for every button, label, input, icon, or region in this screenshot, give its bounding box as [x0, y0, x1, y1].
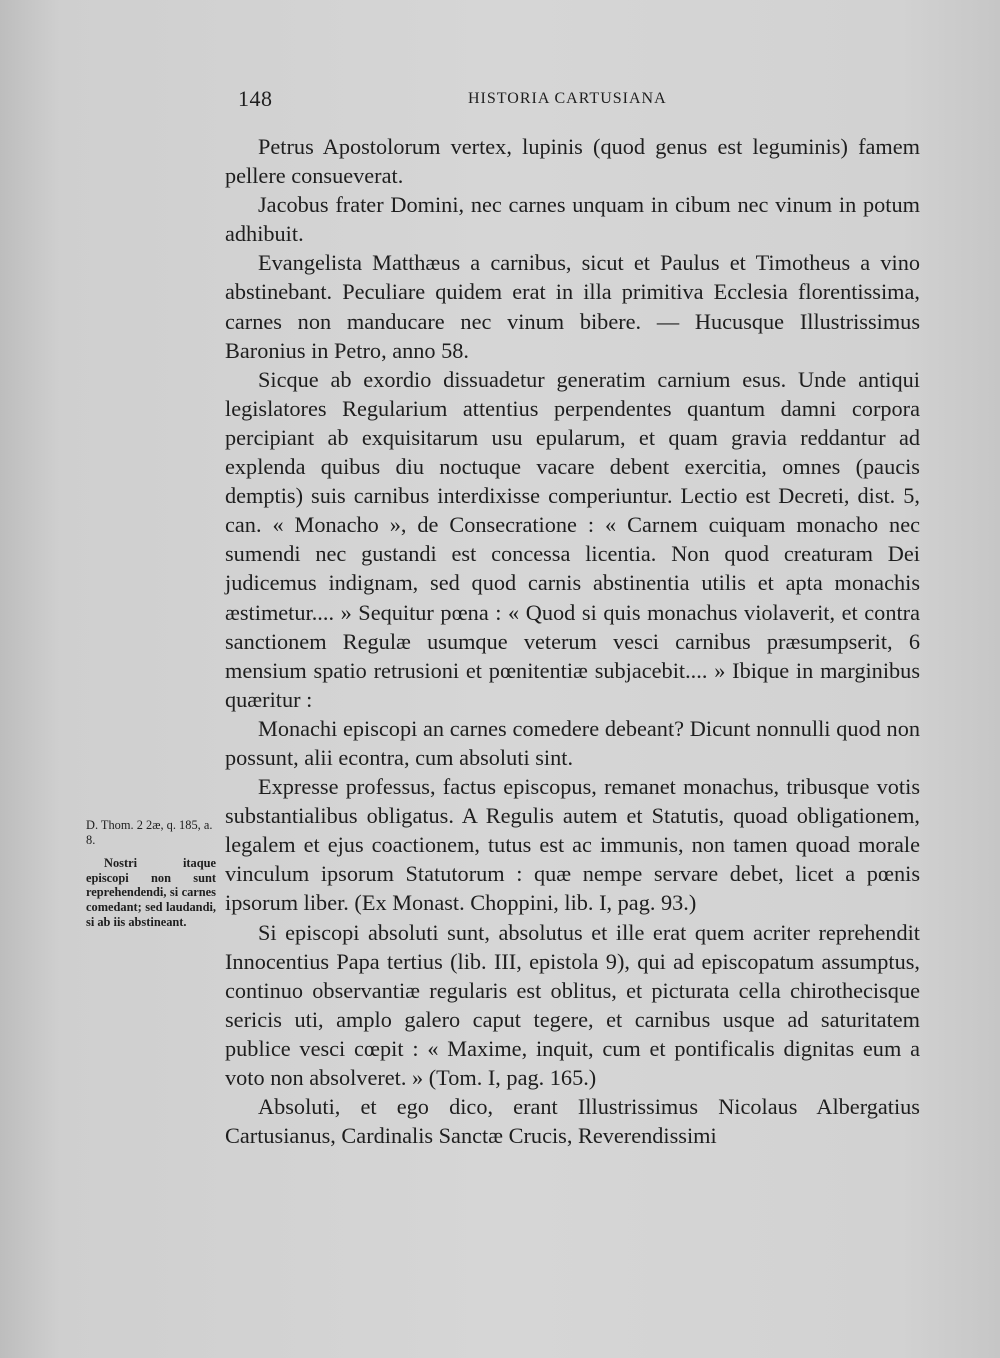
paragraph: Sicque ab exordio dissuadetur generatim carnium esus. Unde antiqui legislatores Regularium attentius perpendentes quantum damni corpora percipiant ab exquisitarum usu epularum, et quam gravia reddantur ad explenda quibus diu noctuque vacare debent exercitia, omnes (paucis demptis) suis carnibus interdixisse comperiuntur. Lectio est Decreti, dist. 5, can. « Monacho », de Consecratione : « Carnem cuiquam monacho nec sumendi nec gustandi est concessa licentia. Non quod creaturam Dei judicemus indignam, sed quod carnis abstinentia utilis et apta monachis æstimetur.... » Sequitur pœna : « Quod si quis monachus violaverit, et contra sanctionem Regulæ usumque veterum vesci carnibus præsumpserit, 6 mensium spatio retrusioni et pœnitentiæ subjacebit.... » Ibique in marginibus quæritur : [225, 366, 920, 712]
page-number: 148 [238, 86, 273, 111]
running-title: HISTORIA CARTUSIANA [468, 90, 667, 107]
page-header [238, 86, 698, 116]
paragraph: Evangelista Matthæus a carnibus, sicut et Paulus et Timotheus a vino abstinebant. Peculiare quidem erat in illa primitiva Ecclesia florentissima, carnes non manducare nec vinum bibere. — Hucusque Illustrissimus Baronius in Petro, anno 58. [225, 250, 920, 363]
paragraph: Monachi episcopi an carnes comedere debeant? Dicunt nonnulli quod non possunt, alii econtra, cum absoluti sint. [225, 715, 920, 770]
paragraph: Jacobus frater Domini, nec carnes unquam in cibum nec vinum in potum adhibuit. [225, 192, 920, 247]
paragraph: Expresse professus, factus episcopus, remanet monachus, tribusque votis substantialibus obligatus. A Regulis autem et Statutis, quoad obligationem, legalem et ejus coactionem, tutus est ac immunis, non tamen quoad morale vinculum ipsorum Statutorum : quæ nempe servare debet, licet a pœnis ipsorum liber. (Ex Monast. Choppini, lib. I, pag. 93.) [225, 774, 920, 916]
paragraph: Petrus Apostolorum vertex, lupinis (quod genus est leguminis) famem pellere consueverat. [225, 134, 920, 189]
margin-notes [86, 818, 216, 929]
margin-reference: D. Thom. 2 2æ, q. 185, a. 8. [86, 818, 213, 847]
paragraph: Si episcopi absoluti sunt, absolutus et ille erat quem acriter reprehendit Innocentius Papa tertius (lib. III, epistola 9), qui ad episcopatum assumptus, continuo observantiæ regularis est oblitus, et picturata cella chirothecisque sericis uti, amplo galero caput tegere, et carnibus usque ad saturitatem publice vesci cœpit : « Maxime, inquit, cum et pontificalis dignitas eum a voto non absolveret. » (Tom. I, pag. 165.) [225, 919, 920, 1090]
margin-note: Nostri itaque episcopi non sunt reprehendendi, si carnes comedant; sed laudandi, si ab iis abstineant. [86, 856, 216, 929]
paragraph: Absoluti, et ego dico, erant Illustrissimus Nicolaus Albergatius Cartusianus, Cardinalis Sanctæ Crucis, Reverendissimi [225, 1094, 920, 1149]
main-text [225, 132, 920, 1150]
